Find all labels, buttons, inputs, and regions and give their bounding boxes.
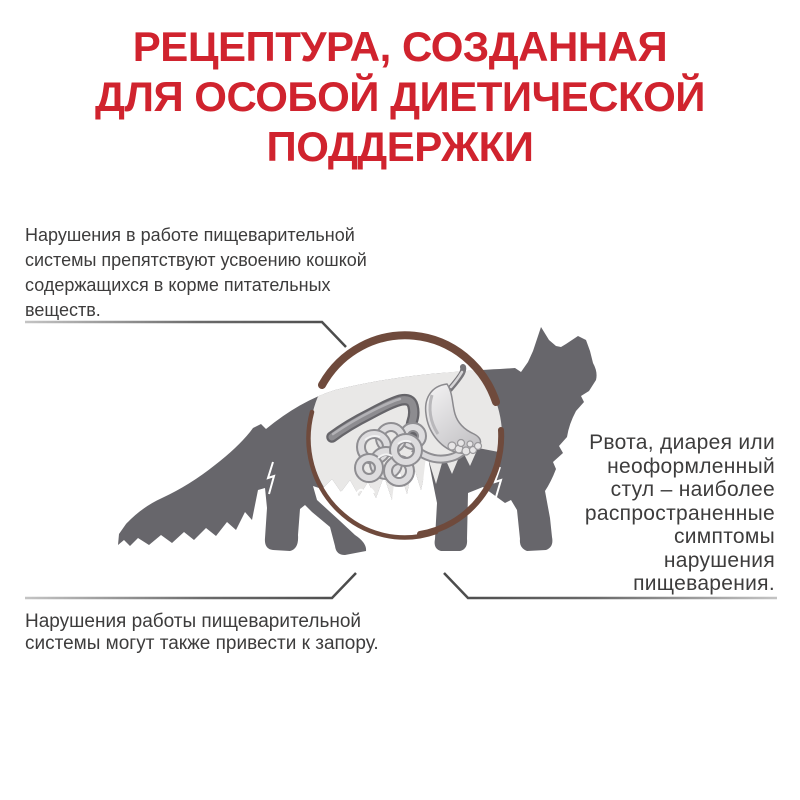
title-line-1: РЕЦЕПТУРА, СОЗДАННАЯ	[132, 23, 668, 70]
text-line: системы препятствуют усвоению кошкой	[25, 250, 367, 270]
callout-text-bottom-left	[25, 611, 379, 655]
text-line: системы могут также привести к запору.	[25, 633, 379, 654]
text-line: нарушения	[663, 548, 775, 572]
title-line-3: ПОДДЕРЖКИ	[266, 123, 534, 170]
text-line: неоформленный	[607, 454, 775, 478]
callout-text-right	[585, 431, 775, 596]
callout-text-top-left	[25, 223, 367, 323]
text-line: Рвота, диарея или	[589, 431, 775, 454]
text-line: распространенные	[584, 501, 775, 525]
text-line: Нарушения в работе пищеварительной	[25, 225, 355, 245]
text-line: стул – наиболее	[610, 478, 775, 501]
text-line: содержащихся в корме питательных	[25, 275, 331, 295]
title-line-2: ДЛЯ ОСОБОЙ ДИЕТИЧЕСКОЙ	[95, 73, 705, 120]
text-line: пищеварения.	[633, 572, 775, 595]
callout-line-bottom-left	[25, 573, 356, 598]
text-line: веществ.	[25, 300, 101, 320]
text-line: Нарушения работы пищеварительной	[25, 611, 362, 632]
text-line: симптомы	[673, 525, 775, 548]
callout-line-top-left	[25, 322, 346, 347]
